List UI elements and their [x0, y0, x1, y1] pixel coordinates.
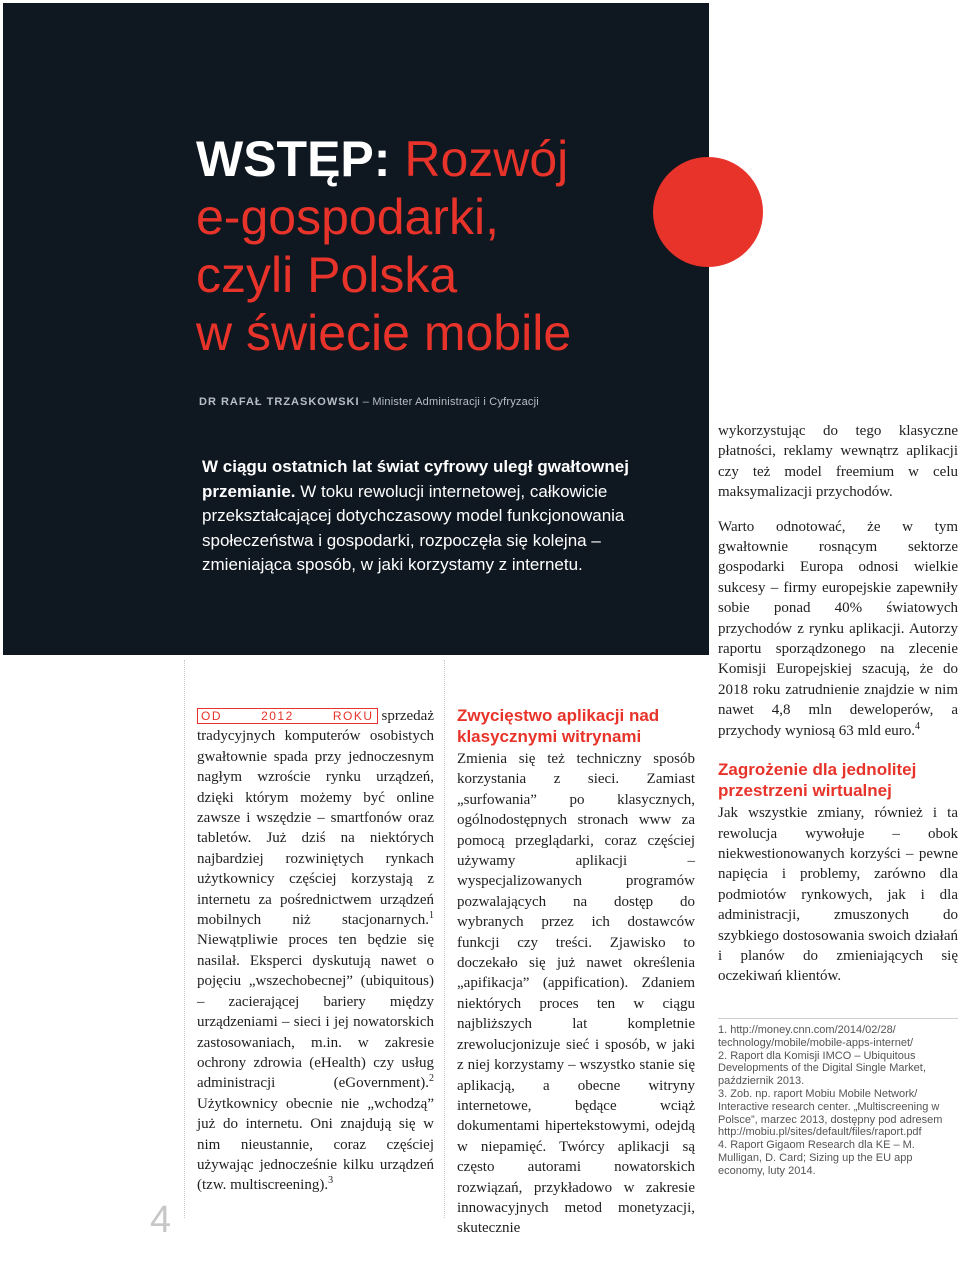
author-role: – Minister Administracji i Cyfryzacji	[359, 396, 539, 408]
author-name: DR RAFAŁ TRZASKOWSKI	[199, 396, 360, 408]
column-2	[457, 705, 695, 1239]
column-divider-middle	[444, 660, 445, 1218]
column-1-part-2: Niewątpliwie proces ten będzie się nasilał. Eksperci dyskutują nawet o pojęciu „wszechobecnej” (ubiquitous) – zacierającej bariery między urządzeniami – sieci i jej nowatorskich zastosowaniach, m.in. w zakresie ochrony zdrowia (eHealth) czy usług administracji (eGovernment).	[197, 932, 434, 1092]
title-line-2: e-gospodarki,	[196, 189, 499, 245]
lead-in-badge: OD 2012 ROKU	[197, 708, 378, 724]
column-3-paragraph-2	[718, 517, 958, 741]
column-1-part-3: Użytkownicy obecnie nie „wchodzą” już do internetu. Oni znajdują się w nim nieustannie, coraz częściej używając jednocześnie kilku urządzeń (tzw. multiscreening).	[197, 1095, 434, 1194]
footnotes-divider	[718, 1018, 958, 1019]
footnotes	[718, 1024, 960, 1178]
lead-rest: W toku rewolucji internetowej, całkowicie przekształcającej dotychczasowy model funkcjonowania społeczeństwa i gospodarki, rozpoczęła się kolejna – zmieniająca sposób, w jaki korzystamy z internetu.	[202, 481, 625, 574]
section-heading-apps: Zwycięstwo aplikacji nad klasycznymi witrynami	[457, 706, 660, 746]
column-1	[197, 706, 434, 1196]
footnote-1: 1. http://money.cnn.com/2014/02/28/ technology/mobile/mobile-apps-internet/	[718, 1024, 914, 1049]
title-keyword: WSTĘP:	[196, 131, 391, 187]
column-1-part-1: sprzedaż tradycyjnych komputerów osobistych gwałtownie spada przy jednoczesnym nagłym wzroście rynku urządzeń, dzięki którym możemy być online zawsze i wszędzie – smartfonów oraz tabletów. Już dziś na niektórych najbardziej rozwiniętych rynkach użytkownicy częściej korzystają z internetu za pośrednictwem urządzeń mobilnych niż stacjonarnych.	[197, 708, 434, 929]
title-line-4: w świecie mobile	[196, 305, 572, 361]
footnote-ref-1: 1	[429, 910, 434, 922]
lead-paragraph	[202, 455, 682, 578]
column-1-text	[197, 706, 434, 1196]
column-3-paragraph-1: wykorzystując do tego klasyczne płatności, reklamy wewnątrz aplikacji czy też model freemium w celu maksymalizacji przychodów.	[718, 423, 958, 501]
title-line-1: Rozwój	[390, 131, 569, 187]
title-line-3: czyli Polska	[196, 247, 458, 303]
column-2-text: Zmienia się też techniczny sposób korzystania z sieci. Zamiast „surfowania” po klasycznych, ogólnodostępnych stronach www za pomocą przeglądarki, coraz częściej używamy aplikacji – wyspecjalizowanych programów pozwalających na dostęp do wybranych przez ich dostawców funkcji czy treści. Zjawisko to doczekało się już nawet określenia „apifikacja” (appification). Zdaniem niektórych proces ten w ciągu najbliższych lat kompletnie zrewolucjonizuje sieć i sposób, w jaki z niej korzystamy – wszystko stanie się aplikacją, a obecne witryny internetowe, będące wciąż dokumentami hipertekstowymi, odejdą w niepamięć. Twórcy aplikacji są często autorami nowatorskich rozwiązań, przykładowo w zakresie innowacyjnych metod monetyzacji, skutecznie	[457, 751, 695, 1237]
footnote-ref-3: 3	[328, 1175, 334, 1187]
footnote-ref-2: 2	[429, 1073, 434, 1085]
page-title	[196, 130, 676, 362]
footnote-2: 2. Raport dla Komisji IMCO – Ubiquitous Developments of the Digital Single Market, październik 2013.	[718, 1049, 926, 1088]
column-3	[718, 421, 958, 987]
column-divider-left	[184, 660, 185, 1218]
footnote-ref-4: 4	[915, 720, 921, 732]
footnote-3: 3. Zob. np. raport Mobiu Mobile Network/ Interactive research center. „Multiscreening w Polsce”, marzec 2013, dostępny pod adresem http://mobiu.pl/sites/default/files/raport.pdf	[718, 1087, 943, 1139]
section-heading-threat: Zagrożenie dla jednolitej przestrzeni wirtualnej	[718, 760, 917, 801]
page-number: 4	[150, 1199, 172, 1241]
column-3-paragraph-2-text: Warto odnotować, że w tym gwałtownie rosnącym sektorze gospodarki Europa odnosi wielkie sukcesy – firmy europejskie zapewniły sobie ponad 40% światowych przychodów z rynku aplikacji. Autorzy raportu sporządzonego na zlecenie Komisji Europejskiej szacują, że do 2018 roku zatrudnienie znajdzie w nim nawet 4,8 mln deweloperów, a przychody wyniosą 63 mld euro.	[718, 518, 958, 739]
column-3-paragraph-3: Jak wszystkie zmiany, również i ta rewolucja wywołuje – obok niekwestionowanych korzyści – pewne napięcia i problemy, zarówno dla podmiotów rynkowych, jak i dla administracji, zmuszonych do szybkiego dostosowania swoich działań i planów do zmieniających się oczekiwań klientów.	[718, 805, 958, 985]
footnote-4: 4. Raport Gigaom Research dla KE – M. Mulligan, D. Card; Sizing up the EU app economy, luty 2014.	[718, 1139, 915, 1177]
lead-bold: W ciągu ostatnich lat świat cyfrowy uległ gwałtownej przemianie.	[202, 457, 629, 501]
author-byline	[199, 396, 539, 408]
